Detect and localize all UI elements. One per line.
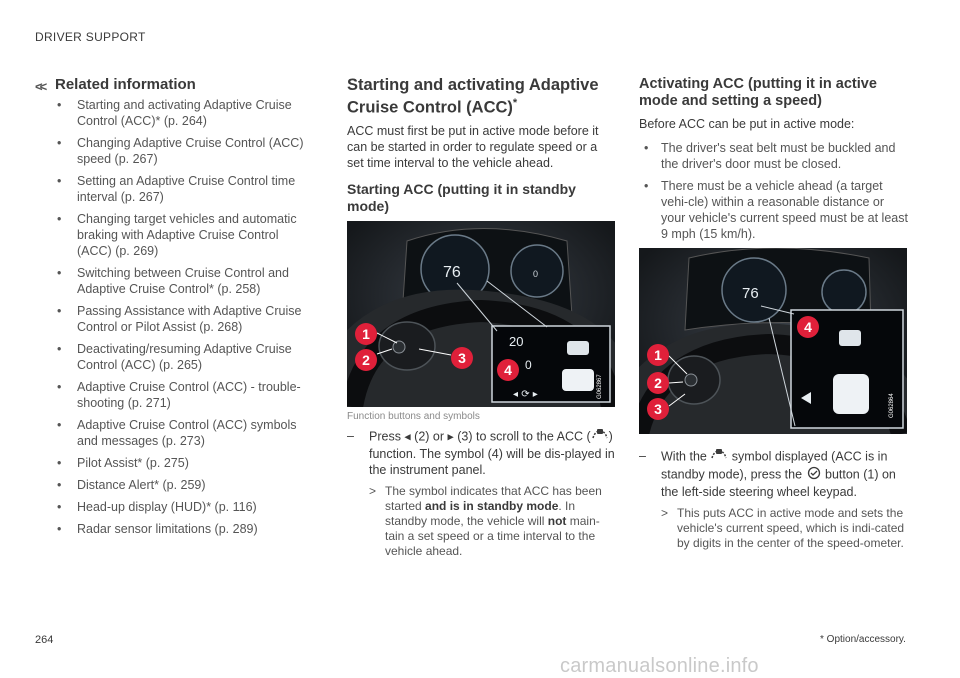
svg-text:◂ ⟳ ▸: ◂ ⟳ ▸ [513,388,538,400]
activating-title: Activating ACC (putting it in active mode and setting a speed) [639,76,877,109]
callout-3: 3 [647,398,669,420]
figure-caption: Function buttons and symbols [347,410,480,422]
page-number: 264 [35,634,54,646]
related-link[interactable]: • Adaptive Cruise Control (ACC) symbols and messages (p. 273) [57,417,315,449]
callout-2: 2 [355,349,377,371]
intro-paragraph: Before ACC can be put in active mode: [639,117,855,131]
related-links-list [35,97,315,537]
set-speed-button-icon [806,466,822,484]
starting-acc-column [347,76,615,559]
callout-2: 2 [647,372,669,394]
callout-4: 4 [797,316,819,338]
activation-figure [639,248,907,434]
svg-text:G062864: G062864 [889,393,895,418]
function-buttons-figure [347,221,615,407]
continued-marker: << [35,79,45,94]
svg-text:G062867: G062867 [597,373,603,399]
related-link[interactable]: • Head-up display (HUD)* (p. 116) [57,499,315,515]
instruction-step: – With the symbol displayed (ACC is in standby mode), press the button (1) on the left-side steering wheel keypad. [639,449,896,499]
acc-icon [591,428,609,446]
speed-readout: 76 [443,263,461,281]
svg-text:0: 0 [525,357,532,372]
requirement-item: • The driver's seat belt must be buckled and the driver's door must be closed. [639,140,909,172]
left-keypad [379,322,435,370]
acc-icon [710,448,728,466]
related-information-column [35,76,315,543]
related-link[interactable]: • Starting and activating Adaptive Cruise Control (ACC)* (p. 264) [57,97,315,129]
related-link[interactable]: • Adaptive Cruise Control (ACC) - trouble-shooting (p. 271) [57,379,315,411]
step-result: > This puts ACC in active mode and sets the vehicle's current speed, which is indi-cated by digits in the center of the speed-ometer. [661,506,905,550]
related-link[interactable]: • Setting an Adaptive Cruise Control time interval (p. 267) [57,173,315,205]
related-link[interactable]: • Changing Adaptive Cruise Control (ACC) speed (p. 267) [57,135,315,167]
standby-subheading: Starting ACC (putting it in standby mode) [347,180,576,214]
callout-1: 1 [355,323,377,345]
callout-4: 4 [497,359,519,381]
related-link[interactable]: • Deactivating/resuming Adaptive Cruise Control (ACC) (p. 265) [57,341,315,373]
intro-paragraph: ACC must first be put in active mode before it can be started in order to regulate speed or a set time interval to the vehicle ahead. [347,123,599,170]
dashboard-illustration [347,221,615,407]
activating-acc-column [639,76,909,551]
related-link[interactable]: • Pilot Assist* (p. 275) [57,455,315,471]
callout-3: 3 [451,347,473,369]
callout-1: 1 [647,344,669,366]
section-header: DRIVER SUPPORT [35,30,146,44]
step-result: > The symbol indicates that ACC has been started and is in standby mode. In standby mode, the vehicle will not main-tain a set speed or a time interval to the vehicle ahead. [369,483,602,558]
related-link[interactable]: • Radar sensor limitations (p. 289) [57,521,315,537]
related-link[interactable]: • Distance Alert* (p. 259) [57,477,315,493]
footnote: * Option/accessory. [820,634,906,645]
related-link[interactable]: • Passing Assistance with Adaptive Cruise Control or Pilot Assist (p. 268) [57,303,315,335]
speed-readout: 76 [742,285,759,302]
instruction-step: – Press ◂ (2) or ▸ (3) to scroll to the ACC ( ) function. The symbol (4) will be dis-played in the instrument panel. [347,428,615,477]
section-title: Starting and activating Adaptive Cruise Control (ACC)* [347,76,599,117]
requirement-item: • There must be a vehicle ahead (a target vehi-cle) within a reasonable distance or your vehicle's current speed must be at least 9 mph (15 km/h). [639,178,909,242]
related-information-heading: Related information [55,76,196,93]
tachometer-dial [822,270,866,314]
dashboard-illustration [639,248,907,434]
related-link[interactable]: • Switching between Cruise Control and Adaptive Cruise Control* (p. 258) [57,265,315,297]
svg-text:0: 0 [533,268,539,279]
related-link[interactable]: • Changing target vehicles and automatic braking with Adaptive Cruise Control (ACC) (p. 269) [57,211,315,259]
svg-text:20: 20 [509,333,524,349]
watermark: carmanualsonline.info [560,655,759,677]
